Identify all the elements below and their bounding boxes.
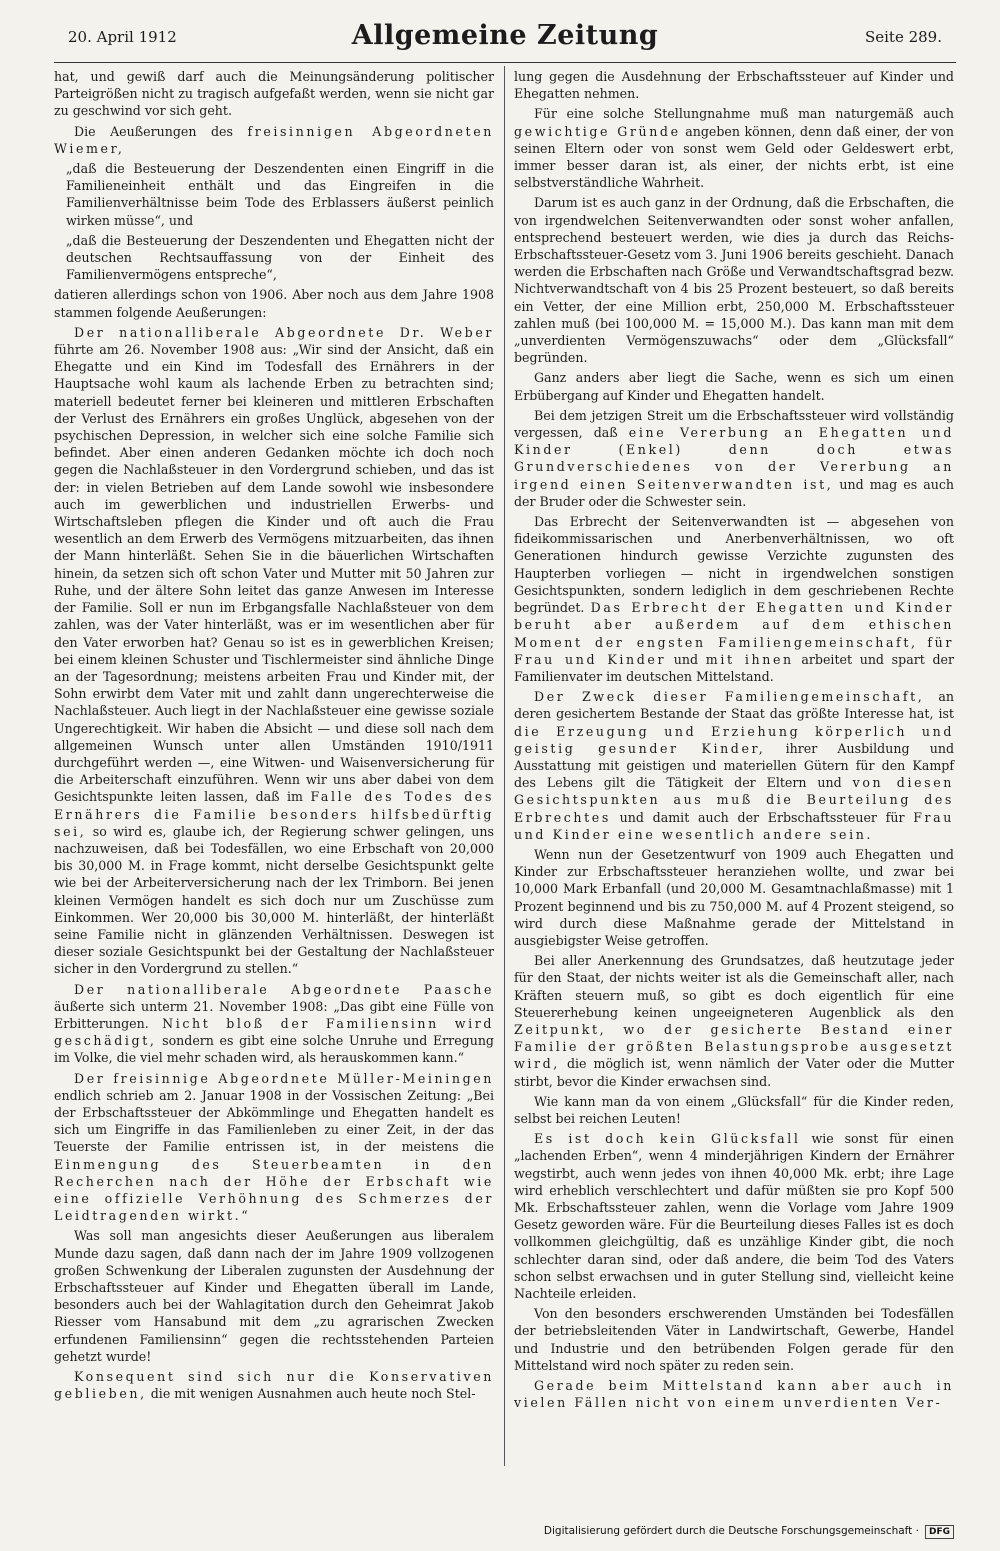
- paragraph: Bei aller Anerkennung des Grundsatzes, daß heutzutage jeder für den Staat, der nichts weiter ist als die Gemeinschaft aller, nach Kräften steuern muß, so gibt es doch eigentlich für eine Steuererhebung keinen ungeeigneteren Augenblick als den Zeitpunkt, wo der gesicherte Bestand einer Familie der größten Belastungsprobe ausgesetzt wird, die möglich ist, wenn nämlich der Vater oder die Mutter stirbt, bevor die Kinder erwachsen sind.: [514, 953, 954, 1089]
- paragraph: datieren allerdings schon von 1906. Aber noch aus dem Jahre 1908 stammen folgende Aeußerungen:: [54, 287, 494, 320]
- paragraph: Ganz anders aber liegt die Sache, wenn es sich um einen Erbübergang auf Kinder und Ehegatten handelt.: [514, 370, 954, 403]
- paragraph: Konsequent sind sich nur die Konservativen geblieben, die mit wenigen Ausnahmen auch heute noch Stel-: [54, 1369, 494, 1402]
- page-header: [54, 22, 956, 63]
- paragraph: Der Zweck dieser Familiengemeinschaft, an deren gesichertem Bestande der Staat das größte Interesse hat, ist die Erzeugung und Erziehung körperlich und geistig gesunder Kinder, ihrer Ausbildung und Ausstattung mit geistigen und materiellen Gütern für den Kampf des Lebens gilt die Tätigkeit der Eltern und von diesen Gesichtspunkten aus muß die Beurteilung des Erbrechtes und damit auch der Erbschaftssteuer für Frau und Kinder eine wesentlich andere sein.: [514, 689, 954, 842]
- paragraph: Wenn nun der Gesetzentwurf von 1909 auch Ehegatten und Kinder zur Erbschaftssteuer heranziehen wollte, und zwar bei 10,000 Mark Erbanfall (und 20,000 M. Gesamtnachlaßmasse) mit 1 Prozent beginnend und bis zu 750,000 M. auf 4 Prozent steigend, so wird durch diese Maßnahme gerade der Mittelstand in ausgiebigster Weise getroffen.: [514, 846, 954, 948]
- paragraph: Der nationalliberale Abgeordnete Dr. Weber führte am 26. November 1908 aus: „Wir sind der Ansicht, daß ein Ehegatte und ein Kind im Todesfall des Ernährers in der Hauptsache wohl kaum als lachende Erben zu betrachten sind; materiell bedeutet ferner bei kleineren und mittleren Erbschaften der Verlust des Ernährers ein großes Unglück, abgesehen von der psychischen Depression, in welcher sich eine solche Familie sich befindet. Aber einen anderen Gedanken möchte ich doch noch gegen die Nachlaßsteuer in den Vordergrund schieben, und das ist der: in vielen Betrieben auf dem Lande sowohl wie insbesondere auch im gewerblichen und industriellen Erwerbs- und Wirtschaftsleben pflegen die Kinder und oft auch die Frau wesentlich an dem Erwerb des Vermögens mitzuarbeiten, das ihnen der Mann hinterläßt. Sehen Sie in die bäuerlichen Wirtschaften hinein, da setzen sich oft schon Vater und Mutter mit 50 Jahren zur Ruhe, und der ältere Sohn leitet das ganze Anwesen im Interesse der Familie. Soll er nun im Erbgangsfalle Nachlaßsteuer von dem zahlen, was der Vater hinterläßt, was er im wesentlichen aber für den Vater erworben hat? Genau so ist es in gewerblichen Kreisen; bei einem kleinen Schuster und Tischlermeister sind ähnliche Dinge an der Tagesordnung; meistens arbeiten Frau und Kinder mit, der Sohn erwirbt dem Vater mit und zahlt dann ungerechterweise die Nachlaßsteuer. Auch liegt in der Nachlaßsteuer eine gewisse soziale Ungerechtigkeit. Wir haben die Absicht — und diese soll nach dem allgemeinen Wunsch unter allen Umständen 1910/1911 durchgeführt werden —, eine Witwen- und Waisenversicherung für die Arbeiterschaft einzuführen. Wenn wir uns aber dabei von dem Gesichtspunkte leiten lassen, daß im Falle des Todes des Ernährers die Familie besonders hilfsbedürftig sei, so wird es, glaube ich, der Regierung schwer gelingen, uns nachzuweisen, daß bei Todesfällen, wo eine Erbschaft von 20,000 bis 30,000 M. in Frage kommt, nicht derselbe Gesichtspunkt gelte wie bei der Arbeiterversicherung nach der lex Trimborn. Bei jenen kleinen Vermögen handelt es sich doch nur um Zuschüsse zum Einkommen. Wer 20,000 bis 30,000 M. hinterläßt, der hinterläßt seine Familie nicht in glänzenden Verhältnissen. Deswegen ist dieser soziale Gesichtspunkt bei der Gestaltung der Nachlaßsteuer sicher in den Vordergrund zu stellen.“: [54, 324, 495, 977]
- credit-text: Digitalisierung gefördert durch die Deutsche Forschungsgemeinschaft ·: [543, 1525, 919, 1537]
- newspaper-page: [54, 22, 956, 1502]
- paragraph: Was soll man angesichts dieser Aeußerungen aus liberalem Munde dazu sagen, daß dann nach der im Jahre 1909 vollzogenen großen Schwenkung der Liberalen zugunsten der Ausdehnung der Erbschaftssteuer auf Kinder und Ehegatten überall im Lande, besonders auch bei der Wahlagitation durch den Geheimrat Jakob Riesser vom Hansabund mit dem „zu agrarischen Zwecken erfundenen Familiensinn“ gegen die rechtsstehenden Parteien gehetzt wurde!: [54, 1228, 494, 1364]
- digitization-credit: [544, 1525, 954, 1539]
- left-column: [54, 68, 494, 1405]
- paragraph: Darum ist es auch ganz in der Ordnung, daß die Erbschaften, die von irgendwelchen Seitenverwandten oder sonst woher anfallen, entsprechend besteuert werden, wie dies ja durch das Reichs-Erbschaftssteuer-Gesetz vom 3. Juni 1906 bereits geschieht. Danach werden die Erbschaften nach Größe und Verwandtschaftsgrad bezw. Nichtverwandtschaft von 4 bis 25 Prozent besteuert, so daß bereits ein Vetter, der eine Million erbt, 250,000 M. Erbschaftssteuer zahlen muß (bei 100,000 M. = 15,000 M.). Das kann man mit dem „unverdienten Vermögenszuwachs“ oder dem „Glücksfall“ begründen.: [514, 195, 954, 366]
- paragraph: lung gegen die Ausdehnung der Erbschaftssteuer auf Kinder und Ehegatten nehmen.: [514, 69, 954, 102]
- paragraph: Es ist doch kein Glücksfall wie sonst für einen „lachenden Erben“, wenn 4 minderjährigen Kindern der Ernährer wegstirbt, auch wenn jedes von ihnen 40,000 Mk. erbt; ihre Lage wird erheblich verschlechtert und dafür müßten sie pro Kopf 500 Mk. Erbschaftssteuer zahlen, wenn die Vorlage vom Jahre 1909 Gesetz geworden wäre. Für die Beurteilung dieses Falles ist es doch vollkommen gleichgültig, daß es unzählige Kinder gibt, die noch schlechter daran sind, oder daß andere, die beim Tod des Vaters schon selbst erwachsen und in guter Stellung sind, vielleicht keine Nachteile erleiden.: [514, 1131, 954, 1302]
- masthead-title: Allgemeine Zeitung: [351, 20, 659, 51]
- paragraph: Die Aeußerungen des freisinnigen Abgeordneten Wiemer,: [54, 123, 494, 156]
- paragraph: Der freisinnige Abgeordnete Müller-Meiningen endlich schrieb am 2. Januar 1908 in der Vossischen Zeitung: „Bei der Erbschaftssteuer der Abkömmlinge und Ehegatten handelt es sich um Eingriffe in das Familienleben zu einer Zeit, in der das Teuerste der Familie entrissen ist, in der meistens die Einmengung des Steuerbeamten in den Recherchen nach der Höhe der Erbschaft wie eine offizielle Verhöhnung des Schmerzes der Leidtragenden wirkt.“: [54, 1070, 494, 1224]
- paragraph: Gerade beim Mittelstand kann aber auch in vielen Fällen nicht von einem unverdienten Ver-: [514, 1378, 954, 1411]
- paragraph: Bei dem jetzigen Streit um die Erbschaftssteuer wird vollständig vergessen, daß eine Vererbung an Ehegatten und Kinder (Enkel) denn doch etwas Grundverschiedenes von der Vererbung an irgend einen Seitenverwandten ist, und mag es auch der Bruder oder die Schwester sein.: [514, 407, 954, 509]
- paragraph: Für eine solche Stellungnahme muß man naturgemäß auch gewichtige Gründe angeben können, denn daß einer, der von seinen Eltern oder von sonst wem Geld oder Geldeswert erbt, immer besser daran ist, als einer, der nichts erbt, ist eine selbstverständliche Wahrheit.: [514, 106, 954, 191]
- paragraph: hat, und gewiß darf auch die Meinungsänderung politischer Parteigrößen nicht zu tragisch aufgefaßt werden, wenn sie nicht gar zu geschwind vor sich geht.: [54, 69, 494, 119]
- column-divider: [504, 66, 505, 1466]
- paragraph: Von den besonders erschwerenden Umständen bei Todesfällen der betriebsleitenden Väter in Landwirtschaft, Gewerbe, Handel und Industrie und den betrübenden Folgen gerade für den Mittelstand wird noch später zu reden sein.: [514, 1306, 954, 1373]
- right-column: [514, 68, 954, 1414]
- paragraph: Der nationalliberale Abgeordnete Paasche äußerte sich unterm 21. November 1908: „Das gibt eine Fülle von Erbitterungen. Nicht bloß der Familiensinn wird geschädigt, sondern es gibt eine solche Unruhe und Erregung im Volke, die viel mehr schaden wird, als herauskommen kann.“: [54, 981, 495, 1066]
- paragraph: Das Erbrecht der Seitenverwandten ist — abgesehen von fideikommissarischen und Anerbenverhältnissen, wo oft Generationen hindurch gewisse Verzichte zugunsten des Haupterben vorliegen — nicht in irgendwelchen sonstigen Gesichtspunkten, sondern lediglich in dem geschriebenen Rechte begründet. Das Erbrecht der Ehegatten und Kinder beruht aber außerdem auf dem ethischen Moment der engsten Familiengemeinschaft, für Frau und Kinder und mit ihnen arbeitet und spart der Familienvater im deutschen Mittelstand.: [514, 514, 954, 684]
- dfg-logo: DFG: [925, 1525, 954, 1539]
- quotation: „daß die Besteuerung der Deszendenten und Ehegatten nicht der deutschen Rechtsauffassung von der Einheit des Familienvermögens entspreche“,: [66, 232, 494, 283]
- quotation: „daß die Besteuerung der Deszendenten einen Eingriff in die Familieneinheit enthält und das Eingreifen in die Familienverhältnisse beim Tode des Erblassers äußerst peinlich wirken müsse“, und: [66, 161, 494, 228]
- issue-date: 20. April 1912: [68, 28, 177, 46]
- paragraph: Wie kann man da von einem „Glücksfall“ für die Kinder reden, selbst bei reichen Leuten!: [514, 1093, 954, 1126]
- page-number: Seite 289.: [864, 28, 942, 46]
